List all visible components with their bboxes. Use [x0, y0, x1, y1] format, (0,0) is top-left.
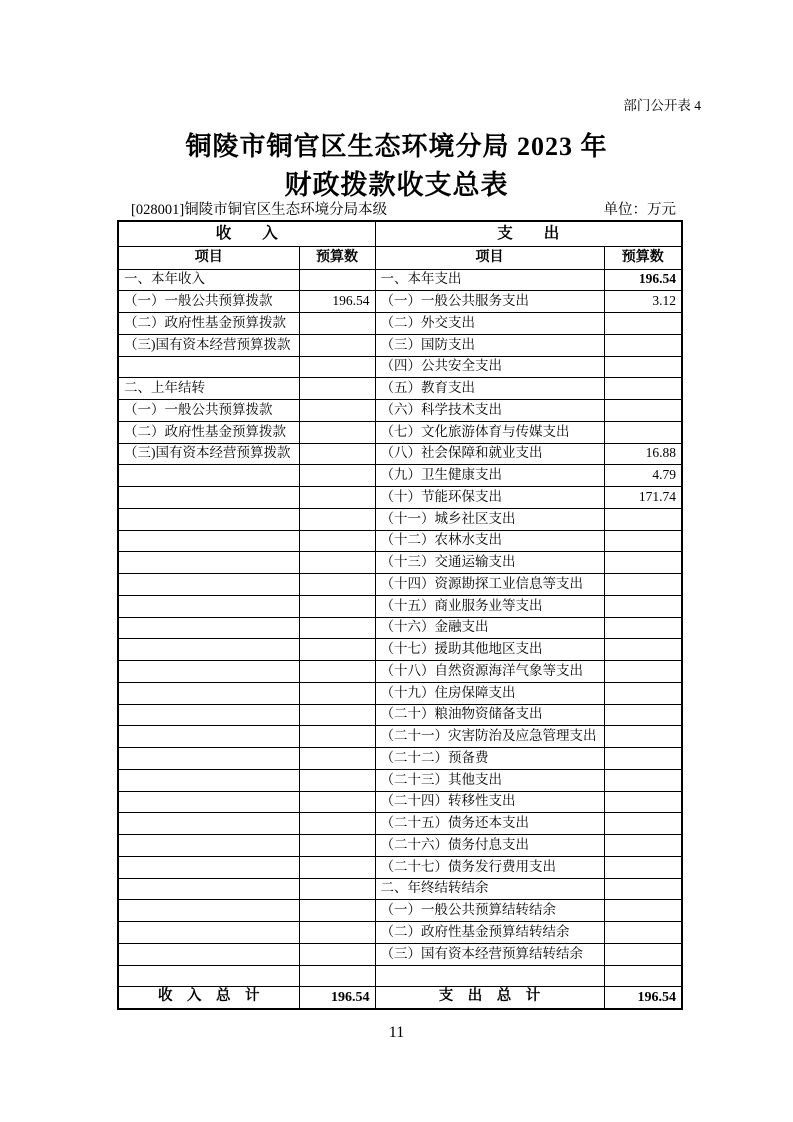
- income-item-cell: 二、上年结转: [118, 378, 299, 400]
- income-value-cell: 196.54: [299, 291, 375, 313]
- expense-value-cell: 3.12: [604, 291, 682, 313]
- table-row: [118, 639, 682, 661]
- table-row: [118, 574, 682, 596]
- table-row: [118, 726, 682, 748]
- income-item-cell: [118, 900, 299, 922]
- income-item-cell: [118, 682, 299, 704]
- column-header-row: [118, 246, 682, 269]
- income-section-header: 收 入: [118, 221, 375, 246]
- income-item-cell: [118, 769, 299, 791]
- budget-table: [117, 220, 683, 1010]
- table-row: [118, 421, 682, 443]
- income-item-cell: [118, 661, 299, 683]
- expense-item-cell: （十五）商业服务业等支出: [375, 595, 604, 617]
- expense-item-cell: （二十三）其他支出: [375, 769, 604, 791]
- income-item-cell: [118, 356, 299, 378]
- expense-item-cell: （三）国有资本经营预算结转结余: [375, 943, 604, 965]
- total-row: [118, 987, 682, 1009]
- table-row: [118, 835, 682, 857]
- income-item-column-header: 项目: [118, 246, 299, 269]
- income-value-cell: [299, 530, 375, 552]
- expense-item-cell: （十二）农林水支出: [375, 530, 604, 552]
- expense-value-cell: [604, 378, 682, 400]
- table-row: [118, 291, 682, 313]
- income-value-cell: [299, 269, 375, 291]
- income-item-cell: [118, 791, 299, 813]
- expense-value-cell: [604, 813, 682, 835]
- expense-value-cell: 171.74: [604, 487, 682, 509]
- table-row: [118, 313, 682, 335]
- expense-total-label: 支 出 总 计: [375, 987, 604, 1009]
- expense-value-cell: [604, 552, 682, 574]
- expense-item-cell: （九）卫生健康支出: [375, 465, 604, 487]
- section-header-row: [118, 221, 682, 246]
- table-row: [118, 617, 682, 639]
- table-row: [118, 922, 682, 944]
- income-value-cell: [299, 508, 375, 530]
- expense-item-cell: （十七）援助其他地区支出: [375, 639, 604, 661]
- income-item-cell: [118, 530, 299, 552]
- expense-value-cell: [604, 356, 682, 378]
- table-row: [118, 400, 682, 422]
- expense-section-header: 支 出: [375, 221, 682, 246]
- table-row: [118, 900, 682, 922]
- expense-value-cell: [604, 856, 682, 878]
- expense-item-cell: 二、年终结转结余: [375, 878, 604, 900]
- income-item-cell: [118, 943, 299, 965]
- income-value-cell: [299, 856, 375, 878]
- table-row: [118, 487, 682, 509]
- income-item-cell: [118, 465, 299, 487]
- table-row: [118, 661, 682, 683]
- income-value-cell: [299, 487, 375, 509]
- table-row: [118, 552, 682, 574]
- income-item-cell: [118, 487, 299, 509]
- expense-value-cell: 4.79: [604, 465, 682, 487]
- income-value-cell: [299, 639, 375, 661]
- table-row: [118, 530, 682, 552]
- income-value-cell: [299, 965, 375, 987]
- table-row: [118, 769, 682, 791]
- table-row: [118, 943, 682, 965]
- expense-item-cell: （二十四）转移性支出: [375, 791, 604, 813]
- income-item-cell: [118, 574, 299, 596]
- org-code-label: [028001]铜陵市铜官区生态环境分局本级: [131, 202, 388, 218]
- income-value-cell: [299, 400, 375, 422]
- expense-value-cell: [604, 334, 682, 356]
- income-value-cell: [299, 878, 375, 900]
- income-item-cell: [118, 922, 299, 944]
- income-item-cell: [118, 508, 299, 530]
- income-item-cell: （三)国有资本经营预算拨款: [118, 334, 299, 356]
- expense-item-cell: （十六）金融支出: [375, 617, 604, 639]
- table-row: [118, 595, 682, 617]
- page-title-line1: 铜陵市铜官区生态环境分局 2023 年: [185, 132, 608, 161]
- expense-value-cell: [604, 943, 682, 965]
- expense-value-cell: [604, 400, 682, 422]
- table-row: [118, 878, 682, 900]
- income-item-cell: 一、本年收入: [118, 269, 299, 291]
- expense-value-cell: [604, 835, 682, 857]
- expense-value-cell: [604, 704, 682, 726]
- corner-label: 部门公开表 4: [623, 98, 701, 113]
- expense-item-cell: （一）一般公共服务支出: [375, 291, 604, 313]
- income-value-cell: [299, 443, 375, 465]
- expense-item-cell: 一、本年支出: [375, 269, 604, 291]
- expense-value-cell: [604, 922, 682, 944]
- expense-value-cell: [604, 769, 682, 791]
- income-value-cell: [299, 313, 375, 335]
- expense-item-cell: （十四）资源勘探工业信息等支出: [375, 574, 604, 596]
- income-item-cell: （二）政府性基金预算拨款: [118, 421, 299, 443]
- expense-value-cell: [604, 900, 682, 922]
- expense-value-cell: [604, 682, 682, 704]
- expense-item-cell: （十九）住房保障支出: [375, 682, 604, 704]
- table-row: [118, 856, 682, 878]
- table-subheader: [117, 198, 681, 219]
- expense-value-cell: [604, 421, 682, 443]
- income-value-cell: [299, 943, 375, 965]
- expense-item-cell: （二）外交支出: [375, 313, 604, 335]
- income-item-cell: （三)国有资本经营预算拨款: [118, 443, 299, 465]
- income-item-cell: [118, 552, 299, 574]
- unit-label: 单位：万元: [603, 202, 676, 218]
- income-item-cell: [118, 748, 299, 770]
- income-item-cell: [118, 639, 299, 661]
- expense-value-cell: 196.54: [604, 269, 682, 291]
- table-row: [118, 965, 682, 987]
- income-value-cell: [299, 704, 375, 726]
- income-total-value: 196.54: [299, 987, 375, 1009]
- income-item-cell: [118, 595, 299, 617]
- page-title-line2: 财政拨款收支总表: [284, 170, 509, 200]
- income-item-cell: [118, 726, 299, 748]
- expense-item-cell: （五）教育支出: [375, 378, 604, 400]
- expense-item-cell: （二十）粮油物资储备支出: [375, 704, 604, 726]
- income-value-cell: [299, 465, 375, 487]
- table-row: [118, 465, 682, 487]
- expense-value-cell: [604, 878, 682, 900]
- income-value-cell: [299, 595, 375, 617]
- expense-value-cell: [604, 791, 682, 813]
- expense-item-cell: （一）一般公共预算结转结余: [375, 900, 604, 922]
- expense-item-column-header: 项目: [375, 246, 604, 269]
- income-value-cell: [299, 378, 375, 400]
- income-item-cell: （一）一般公共预算拨款: [118, 291, 299, 313]
- income-item-cell: [118, 813, 299, 835]
- expense-item-cell: （二十二）预备费: [375, 748, 604, 770]
- expense-budget-column-header: 预算数: [604, 246, 682, 269]
- table-row: [118, 791, 682, 813]
- income-value-cell: [299, 922, 375, 944]
- income-budget-column-header: 预算数: [299, 246, 375, 269]
- income-item-cell: [118, 704, 299, 726]
- income-value-cell: [299, 356, 375, 378]
- table-row: [118, 356, 682, 378]
- income-item-cell: （一）一般公共预算拨款: [118, 400, 299, 422]
- expense-item-cell: （十）节能环保支出: [375, 487, 604, 509]
- page-number: 11: [388, 1024, 405, 1041]
- expense-item-cell: （十八）自然资源海洋气象等支出: [375, 661, 604, 683]
- table-row: [118, 682, 682, 704]
- expense-value-cell: [604, 661, 682, 683]
- expense-value-cell: [604, 617, 682, 639]
- income-value-cell: [299, 748, 375, 770]
- income-value-cell: [299, 617, 375, 639]
- expense-item-cell: （三）国防支出: [375, 334, 604, 356]
- expense-value-cell: [604, 508, 682, 530]
- income-item-cell: [118, 856, 299, 878]
- expense-item-cell: （六）科学技术支出: [375, 400, 604, 422]
- expense-item-cell: （二）政府性基金预算结转结余: [375, 922, 604, 944]
- expense-value-cell: [604, 639, 682, 661]
- expense-item-cell: （七）文化旅游体育与传媒支出: [375, 421, 604, 443]
- expense-item-cell: （四）公共安全支出: [375, 356, 604, 378]
- income-item-cell: [118, 965, 299, 987]
- expense-item-cell: （二十一）灾害防治及应急管理支出: [375, 726, 604, 748]
- expense-item-cell: （二十六）债务付息支出: [375, 835, 604, 857]
- income-value-cell: [299, 726, 375, 748]
- income-value-cell: [299, 769, 375, 791]
- income-value-cell: [299, 334, 375, 356]
- income-item-cell: [118, 878, 299, 900]
- income-value-cell: [299, 813, 375, 835]
- expense-value-cell: [604, 313, 682, 335]
- table-row: [118, 378, 682, 400]
- expense-item-cell: [375, 965, 604, 987]
- expense-value-cell: [604, 574, 682, 596]
- table-row: [118, 334, 682, 356]
- income-value-cell: [299, 900, 375, 922]
- table-row: [118, 748, 682, 770]
- table-body: [118, 269, 682, 987]
- income-total-label: 收 入 总 计: [118, 987, 299, 1009]
- income-value-cell: [299, 421, 375, 443]
- expense-total-value: 196.54: [604, 987, 682, 1009]
- expense-value-cell: [604, 748, 682, 770]
- income-value-cell: [299, 791, 375, 813]
- expense-value-cell: [604, 595, 682, 617]
- expense-item-cell: （二十七）债务发行费用支出: [375, 856, 604, 878]
- table-row: [118, 269, 682, 291]
- expense-value-cell: [604, 726, 682, 748]
- income-item-cell: （二）政府性基金预算拨款: [118, 313, 299, 335]
- table-row: [118, 813, 682, 835]
- income-value-cell: [299, 682, 375, 704]
- table-row: [118, 508, 682, 530]
- expense-item-cell: （二十五）债务还本支出: [375, 813, 604, 835]
- expense-value-cell: [604, 530, 682, 552]
- expense-value-cell: 16.88: [604, 443, 682, 465]
- income-value-cell: [299, 552, 375, 574]
- table-row: [118, 443, 682, 465]
- income-item-cell: [118, 835, 299, 857]
- income-value-cell: [299, 835, 375, 857]
- income-value-cell: [299, 661, 375, 683]
- income-item-cell: [118, 617, 299, 639]
- expense-item-cell: （十一）城乡社区支出: [375, 508, 604, 530]
- table-row: [118, 704, 682, 726]
- expense-item-cell: （八）社会保障和就业支出: [375, 443, 604, 465]
- expense-item-cell: （十三）交通运输支出: [375, 552, 604, 574]
- income-value-cell: [299, 574, 375, 596]
- expense-value-cell: [604, 965, 682, 987]
